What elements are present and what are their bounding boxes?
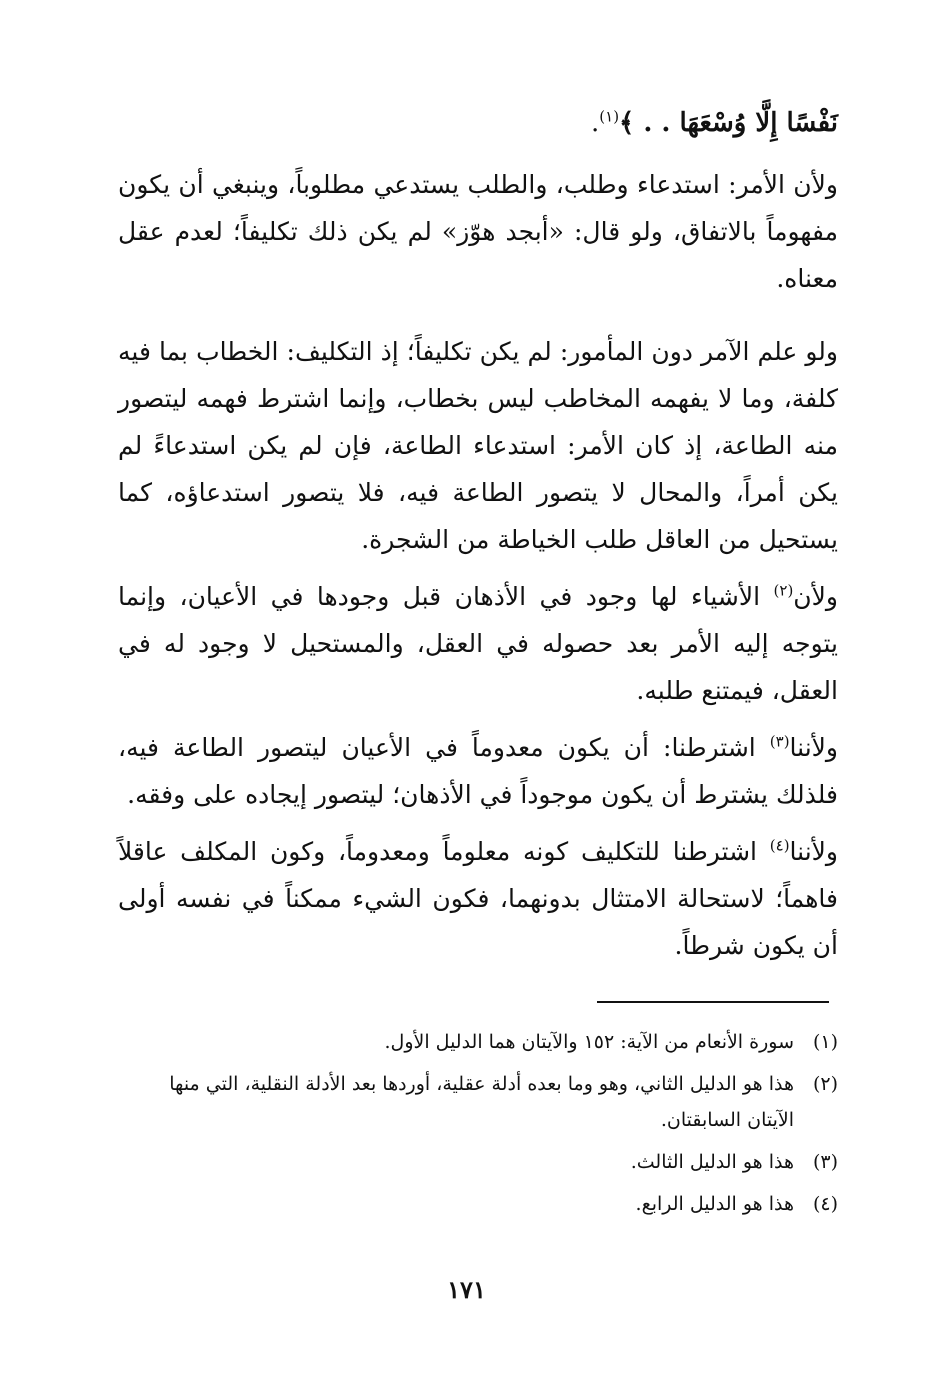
footnote-text: هذا هو الدليل الثاني، وهو وما بعده أدلة عقلية، أوردها بعد الأدلة النقلية، التي منها الآيتان السابقتان. (169, 1073, 794, 1131)
paragraph-4 (118, 724, 838, 818)
footnote-number: (٤) (812, 1193, 838, 1215)
footnote-item (118, 1066, 838, 1138)
verse-end-mark: . (591, 108, 600, 138)
main-text (118, 100, 838, 979)
paragraph-text: اشترطنا: أن يكون معدوماً في الأعيان ليتصور الطاعة فيه، فلذلك يشترط أن يكون موجوداً في الأذهان؛ ليتصور إيجاده على وفقه. (118, 733, 838, 809)
paragraph-lead: ولأننا (789, 733, 838, 762)
paragraph-text: الأشياء لها وجود في الأذهان قبل وجودها في الأعيان، وإنما يتوجه إليه الأمر بعد حصوله في العقل، والمستحيل لا وجود له في العقل، فيمتنع طلبه. (118, 582, 838, 705)
footnote-separator (597, 1001, 829, 1003)
page-number: ١٧١ (447, 1275, 486, 1304)
paragraph-1 (118, 161, 838, 302)
footnote-ref-3: (٣) (769, 732, 790, 751)
paragraph-spacer (118, 312, 838, 328)
verse-continuation (118, 100, 838, 147)
paragraph-text: ولو علم الآمر دون المأمور: لم يكن تكليفاً؛ إذ التكليف: الخطاب بما فيه كلفة، وما لا يفهمه المخاطب ليس بخطاب، وإنما اشترط فهمه ليتصور منه الطاعة، إذ كان الأمر: استدعاء الطاعة، فإن لم يكن استدعاءً لم يكن أمراً، والمحال لا يتصور الطاعة فيه، فلا يتصور استدعاؤه، كما يستحيل من العاقل طلب الخياطة من الشجرة. (118, 337, 838, 554)
verse-text: نَفْسًا إِلَّا وُسْعَهَا . . ﴾ (619, 108, 838, 138)
footnote-number: (٣) (812, 1151, 838, 1173)
footnote-ref-2: (٢) (773, 581, 794, 600)
paragraph-text: ولأن الأمر: استدعاء وطلب، والطلب يستدعي مطلوباً، وينبغي أن يكون مفهوماً بالاتفاق، ولو قال: «أبجد هوّز» لم يكن ذلك تكليفاً؛ لعدم عقل معناه. (118, 170, 838, 293)
paragraph-lead: ولأن (793, 582, 838, 611)
footnote-item (118, 1024, 838, 1060)
footnote-ref-1: (١) (599, 107, 620, 126)
footnote-item (118, 1144, 838, 1180)
footnote-text: هذا هو الدليل الثالث. (630, 1151, 794, 1173)
footnote-text: سورة الأنعام من الآية: ١٥٢ والآيتان هما الدليل الأول. (384, 1031, 794, 1053)
paragraph-lead: ولأننا (789, 837, 838, 866)
footnote-text: هذا هو الدليل الرابع. (635, 1193, 794, 1215)
paragraph-5 (118, 828, 838, 969)
footnotes (118, 1024, 838, 1228)
footnote-ref-4: (٤) (769, 836, 790, 855)
footnote-item (118, 1186, 838, 1222)
paragraph-3 (118, 573, 838, 714)
footnote-number: (١) (812, 1031, 838, 1053)
paragraph-2 (118, 328, 838, 563)
footnote-number: (٢) (812, 1073, 838, 1095)
paragraph-text: اشترطنا للتكليف كونه معلوماً ومعدوماً، وكون المكلف عاقلاً فاهماً؛ لاستحالة الامتثال بدونهما، فكون الشيء ممكناً في نفسه أولى أن يكون شرطاً. (118, 837, 838, 960)
